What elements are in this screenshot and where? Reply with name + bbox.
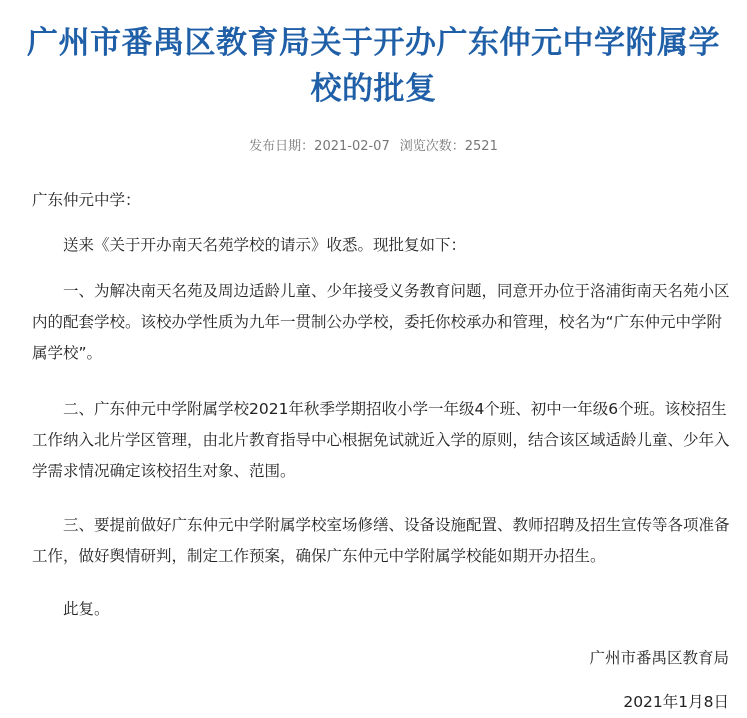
signature-organization: 广州市番禺区教育局 bbox=[589, 649, 729, 667]
view-count: 2521 bbox=[464, 139, 498, 154]
salutation: 广东仲元中学： bbox=[32, 191, 141, 209]
paragraph-item-3: 三、要提前做好广东仲元中学附属学校室场修缮、设备设施配置、教师招聘及招生宣传等各项准备工作，做好舆情研判，制定工作预案，确保广东仲元中学附属学校能如期开办招生。 bbox=[32, 516, 730, 565]
paragraph-intro: 送来《关于开办南天名苑学校的请示》收悉。现批复如下： bbox=[63, 236, 467, 254]
signature-date: 2021年1月8日 bbox=[623, 693, 729, 711]
document-title: 广州市番禺区教育局关于开办广东仲元中学附属学校的批复 bbox=[27, 25, 720, 107]
document-meta bbox=[0, 137, 747, 157]
paragraph-closing: 此复。 bbox=[63, 600, 110, 618]
view-count-label: 浏览次数： bbox=[399, 139, 465, 154]
paragraph-item-2: 二、广东仲元中学附属学校2021年秋季学期招收小学一年级4个班、初中一年级6个班。该校招生工作纳入北片学区管理，由北片教育指导中心根据免试就近入学的原则，结合该区域适龄儿童、少年入学需求情况确定该校招生对象、范围。 bbox=[32, 400, 730, 480]
publish-date: 2021-02-07 bbox=[314, 139, 390, 154]
publish-date-label: 发布日期： bbox=[249, 139, 315, 154]
paragraph-item-1: 一、为解决南天名苑及周边适龄儿童、少年接受义务教育问题，同意开办位于洛浦街南天名苑小区内的配套学校。该校办学性质为九年一贯制公办学校，委托你校承办和管理，校名为“广东仲元中学附属学校”。 bbox=[32, 282, 730, 362]
